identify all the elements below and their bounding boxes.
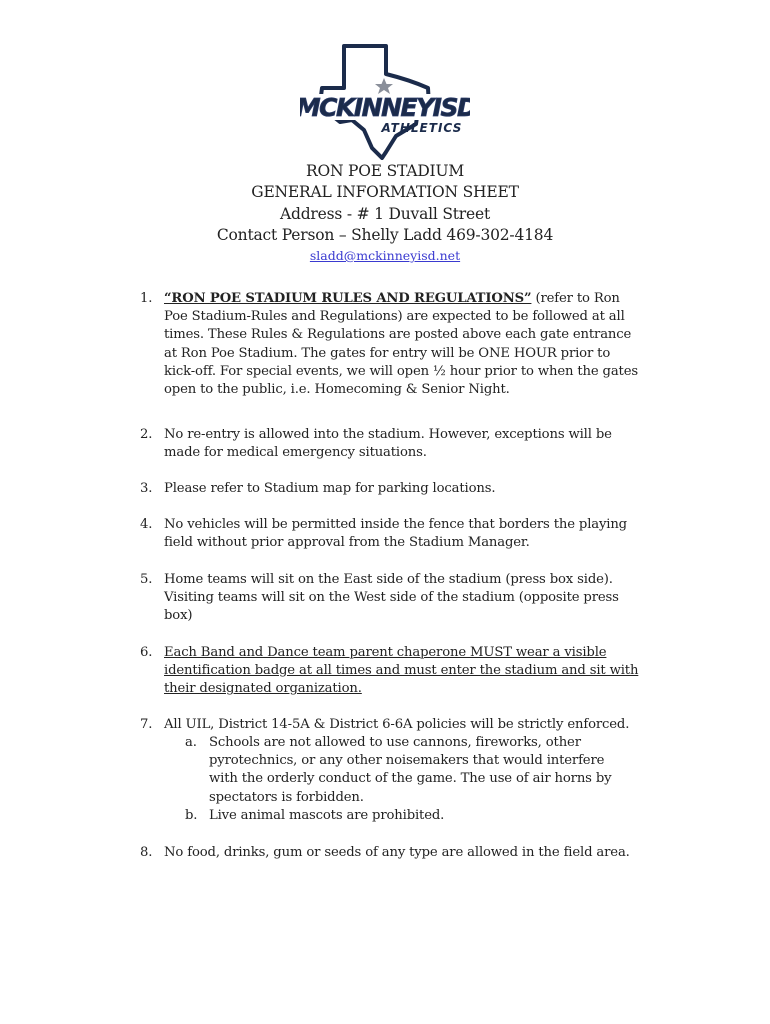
item-text: No food, drinks, gum or seeds of any type are allowed in the field area. — [164, 845, 630, 860]
contact-line: Contact Person – Shelly Ladd 469-302-4184 — [216, 226, 554, 244]
item-number: 8. — [140, 845, 153, 860]
item-number: 7. — [140, 717, 153, 732]
contact-email-link[interactable]: sladd@mckinneyisd.net — [309, 248, 461, 263]
item-number: 2. — [140, 427, 153, 442]
list-item-1 — [140, 290, 640, 399]
item-text: No vehicles will be permitted inside the fence that borders the playing field without prior approval from the Stadium Manager. — [164, 517, 627, 551]
sub-item-b — [185, 807, 635, 825]
list-item-8 — [140, 844, 640, 862]
mckinney-isd-athletics-logo — [300, 44, 470, 160]
list-item-7 — [140, 716, 640, 734]
item-number: 6. — [140, 645, 153, 660]
logo-wordmark: MCKINNEYISD — [300, 93, 470, 122]
item-text: Please refer to Stadium map for parking locations. — [164, 481, 496, 496]
item-text: Each Band and Dance team parent chaperone MUST wear a visible identification badge at all times and must enter the stadium and sit with their designated organization. — [164, 645, 639, 697]
address-line: Address - # 1 Duvall Street — [279, 205, 490, 223]
sub-item-letter: b. — [185, 808, 198, 823]
item-text: All UIL, District 14-5A & District 6-6A policies will be strictly enforced. — [164, 717, 630, 732]
list-item-2 — [140, 426, 640, 462]
sub-item-a — [185, 734, 635, 807]
sheet-title: GENERAL INFORMATION SHEET — [251, 183, 519, 201]
sub-item-letter: a. — [185, 735, 197, 750]
sub-item-text: Live animal mascots are prohibited. — [209, 808, 445, 823]
list-item-6 — [140, 644, 640, 699]
item-number: 4. — [140, 517, 153, 532]
logo-athletics: ATHLETICS — [381, 121, 463, 135]
list-item-5 — [140, 571, 640, 626]
item-number: 5. — [140, 572, 153, 587]
item-text: No re-entry is allowed into the stadium. However, exceptions will be made for medical emergency situations. — [164, 427, 612, 461]
list-item-3 — [140, 480, 640, 498]
rules-title: “RON POE STADIUM RULES AND REGULATIONS” — [164, 291, 532, 306]
sub-item-text: Schools are not allowed to use cannons, fireworks, other pyrotechnics, or any other noisemakers that would interfere with the orderly conduct of the game. The use of air horns by spectators is forbidden. — [209, 735, 612, 805]
item-text: Home teams will sit on the East side of the stadium (press box side). Visiting teams will sit on the West side of the stadium (opposite press box) — [164, 572, 619, 624]
item-number: 1. — [140, 291, 153, 306]
stadium-title: RON POE STADIUM — [305, 162, 465, 180]
list-item-4 — [140, 516, 640, 552]
item-number: 3. — [140, 481, 153, 496]
item-1-body: (refer to Ron Poe Stadium-Rules and Regulations) are expected to be followed at all times. These Rules & Regulations are posted above each gate entrance at Ron Poe Stadium. The gates for entry will be ONE HOUR prior to kick-off. For special events, we will open ½ hour prior to when the gates open to the public, i.e. Homecoming & Senior Night. — [164, 291, 638, 398]
texas-logo-graphic — [300, 44, 470, 160]
item-text — [164, 290, 640, 399]
